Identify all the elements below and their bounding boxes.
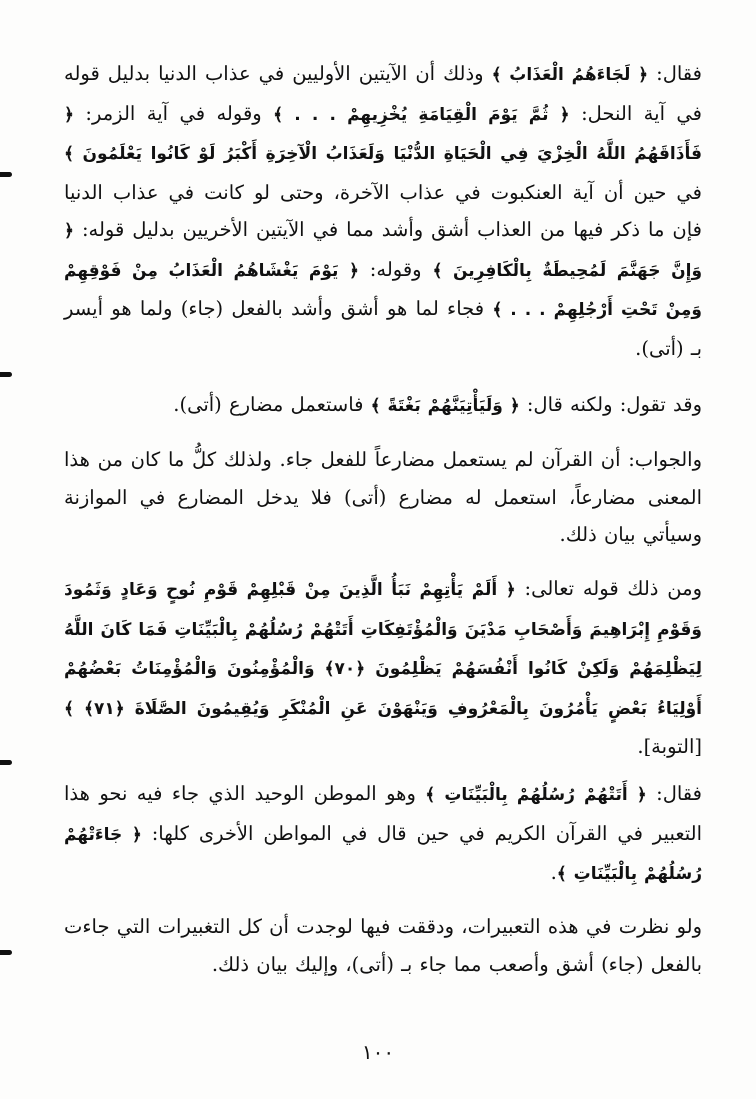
p1-text: في حين أن آية العنكبوت في عذاب الآخرة، وحتى لو كانت في عذاب الدنيا فإن ما ذكر فيها من العذاب أشق وأشد مما في الآيتين الأخريين بدليل قوله: xyxy=(64,180,702,241)
p5-text: . xyxy=(550,861,557,884)
edge-mark xyxy=(0,760,12,765)
p1-text: وقوله في آية الزمر: xyxy=(73,101,274,125)
page-number: ١٠٠ xyxy=(361,1040,395,1064)
edge-mark xyxy=(0,950,12,955)
paragraph-6 xyxy=(64,908,702,983)
quran-verse: ﴿ ثُمَّ يَوْمَ الْقِيَامَةِ يُخْزِيهِمْ . . . ﴾ xyxy=(273,104,570,125)
p2-text: فاستعمل مضارع (أتى). xyxy=(173,393,371,416)
paragraph-2 xyxy=(64,386,702,426)
p3-text: والجواب: أن القرآن لم يستعمل مضارعاً للفعل جاء. ولذلك كلُّ ما كان من هذا المعنى مضارعاً، استعمل له مضارع (أتى) فلا يدخل المضارع في الموازنة وسيأتي بيان ذلك. xyxy=(64,448,702,546)
quran-verse: ﴿ أَتَتْهُمْ رُسُلُهُمْ بِالْبَيِّنَاتِ ﴾ xyxy=(425,785,647,805)
quran-verse: ﴿ جَاءَتْهُمْ رُسُلُهُمْ بِالْبَيِّنَاتِ ﴾ xyxy=(64,824,702,884)
p5-text: فقال: xyxy=(646,782,702,805)
quran-verse: ﴿ فَأَذَاقَهُمُ اللَّهُ الْخِزْيَ فِي الْحَيَاةِ الدُّنْيَا وَلَعَذَابُ الْآخِرَةِ أَكْبَرُ لَوْ كَانُوا يَعْلَمُونَ ﴾ xyxy=(64,104,702,164)
p1-text: وذلك أن الآيتين الأوليين في عذاب الدنيا بدليل قوله في آية النحل: xyxy=(64,62,702,125)
p2-text: وقد تقول: ولكنه قال: xyxy=(519,393,702,416)
edge-mark xyxy=(0,372,12,377)
quran-verse: ﴿ وَإِنَّ جَهَنَّمَ لَمُحِيطَةٌ بِالْكَافِرِينَ ﴾ xyxy=(64,221,703,281)
p1-text: فجاء لما هو أشق وأشد بالفعل (جاء) ولما هو أيسر بـ (أتى). xyxy=(64,297,702,360)
paragraph-4 xyxy=(64,570,702,766)
paragraph-5 xyxy=(64,775,702,894)
p5-text: وهو الموطن الوحيد الذي جاء فيه نحو هذا التعبير في القرآن الكريم في حين قال في المواطن الأخرى كلها: xyxy=(64,782,702,845)
edge-mark xyxy=(0,172,12,177)
paragraph-3 xyxy=(64,441,702,554)
p1-text: وقوله: xyxy=(358,257,433,281)
p4-text: ومن ذلك قوله تعالى: xyxy=(515,577,702,600)
quran-verse: ﴿ أَلَمْ يَأْتِهِمْ نَبَأُ الَّذِينَ مِنْ قَبْلِهِمْ قَوْمِ نُوحٍ وَعَادٍ وَثَمُودَ وَقَوْمِ إِبْرَاهِيمَ وَأَصْحَابِ مَدْيَنَ وَالْمُؤْتَفِكَاتِ أَتَتْهُمْ رُسُلُهُمْ بِالْبَيِّنَاتِ فَمَا كَانَ اللَّهُ لِيَظْلِمَهُمْ وَلَكِنْ كَانُوا أَنْفُسَهُمْ يَظْلِمُونَ ﴿٧٠﴾ وَالْمُؤْمِنُونَ وَالْمُؤْمِنَاتُ بَعْضُهُمْ أَوْلِيَاءُ بَعْضٍ يَأْمُرُونَ بِالْمَعْرُوفِ وَيَنْهَوْنَ عَنِ الْمُنْكَرِ وَيُقِيمُونَ الصَّلَاةَ ﴿٧١﴾ ﴾ xyxy=(64,580,702,719)
surah-reference: [التوبة]. xyxy=(637,735,702,758)
quran-verse: ﴿ لَجَاءَهُمُ الْعَذَابُ ﴾ xyxy=(491,65,649,85)
paragraph-1 xyxy=(64,55,702,367)
quran-verse: ﴿ يَوْمَ يَغْشَاهُمُ الْعَذَابُ مِنْ فَوْقِهِمْ وَمِنْ تَحْتِ أَرْجُلِهِمْ . . . ﴾ xyxy=(64,260,702,320)
quran-verse: ﴿ وَلَيَأْتِيَنَّهُمْ بَغْتَةً ﴾ xyxy=(370,396,520,416)
p6-text: ولو نظرت في هذه التعبيرات، ودققت فيها لوجدت أن كل التغبيرات التي جاءت بالفعل (جاء) أشق وأصعب مما جاء بـ (أتى)، وإليك بيان ذلك. xyxy=(64,915,702,976)
p1-text: فقال: xyxy=(648,62,702,85)
